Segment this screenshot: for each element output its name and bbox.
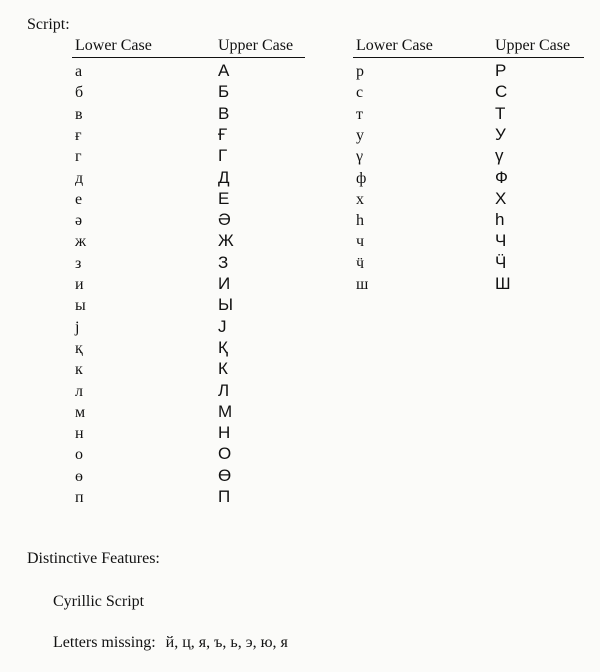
left-upper-letter: Ғ	[218, 124, 228, 144]
left-lower-letter: а	[75, 63, 83, 80]
right-lower-letter: ш	[356, 276, 369, 293]
left-upper-letter: Ж	[218, 231, 234, 251]
left-lower-letter: е	[75, 190, 83, 208]
right-header-upper: Upper Case	[495, 37, 571, 54]
left-lower-letter: ы	[75, 297, 86, 315]
left-lower-letter: д	[75, 169, 84, 187]
left-lower-letter: л	[75, 382, 83, 400]
left-lower-letter: г	[75, 148, 82, 166]
left-lower-letter: j	[75, 318, 80, 336]
left-upper-letter: Н	[218, 423, 231, 443]
right-header-lower: Lower Case	[356, 37, 433, 54]
right-lower-letter: ӵ	[356, 254, 365, 272]
right-upper-letter: h	[495, 210, 505, 230]
left-lower-letter: ө	[75, 467, 83, 485]
left-lower-letter: ғ	[75, 126, 82, 144]
right-upper-letter: Т	[495, 103, 506, 123]
right-lower-letter: ч	[356, 233, 365, 251]
left-upper-letter: П	[218, 487, 231, 506]
left-lower-letter: п	[75, 489, 84, 506]
left-upper-letter: И	[218, 274, 231, 293]
right-lower-letter: у	[356, 126, 364, 144]
left-lower-letter: в	[75, 105, 83, 123]
left-lower-letter: з	[75, 254, 82, 272]
left-lower-letter: қ	[75, 339, 83, 357]
script-label: Script:	[27, 16, 70, 33]
left-upper-letter: Ө	[218, 465, 232, 485]
right-upper-letter: Ф	[495, 167, 508, 187]
left-upper-letter: К	[218, 359, 228, 379]
right-upper-letter: У	[495, 124, 506, 144]
right-lower-letter: р	[356, 63, 364, 80]
right-lower-letter: h	[356, 212, 364, 230]
left-header-lower: Lower Case	[75, 37, 152, 54]
left-lower-letter: ж	[75, 233, 87, 251]
right-upper-letter: Ш	[495, 274, 511, 293]
left-upper-letter: Д	[218, 167, 230, 187]
letters-missing-list: й, ц, я, ъ, ь, э, ю, я	[165, 634, 288, 651]
left-upper-letter: J	[218, 316, 227, 336]
right-upper-letter: Ӵ	[495, 252, 507, 272]
distinctive-features-label: Distinctive Features:	[27, 550, 160, 567]
left-header-rule	[72, 57, 305, 58]
left-upper-letter: О	[218, 444, 232, 464]
left-lower-letter: к	[75, 361, 83, 379]
right-upper-letter: Р	[495, 61, 507, 80]
left-upper-letter: З	[218, 252, 229, 272]
feature-script: Cyrillic Script	[53, 593, 145, 610]
letters-missing-label: Letters missing:	[53, 634, 156, 651]
left-lower-letter: о	[75, 446, 83, 464]
right-lower-letter: ф	[356, 169, 367, 187]
left-upper-letter: Е	[218, 188, 230, 208]
left-lower-letter: н	[75, 425, 84, 443]
left-lower-letter: б	[75, 84, 84, 102]
left-lower-letter: и	[75, 276, 84, 293]
right-upper-letter: Х	[495, 188, 507, 208]
left-upper-letter: В	[218, 103, 230, 123]
right-upper-letter: С	[495, 82, 508, 102]
left-upper-letter: Ы	[218, 295, 234, 315]
right-header-rule	[353, 57, 584, 58]
right-lower-letter: с	[356, 84, 364, 102]
right-upper-letter: γ	[495, 146, 504, 166]
left-upper-letter: А	[218, 61, 230, 80]
right-lower-letter: х	[356, 190, 364, 208]
right-lower-letter: γ	[356, 148, 364, 166]
left-lower-letter: м	[75, 403, 86, 421]
left-upper-letter: Г	[218, 146, 228, 166]
left-upper-letter: Л	[218, 380, 230, 400]
left-upper-letter: Ә	[218, 210, 231, 230]
right-lower-letter: т	[356, 105, 363, 123]
left-upper-letter: Б	[218, 82, 230, 102]
left-header-upper: Upper Case	[218, 37, 294, 54]
letters-missing-line	[53, 634, 288, 652]
left-upper-letter: Қ	[218, 337, 228, 357]
right-upper-letter: Ч	[495, 231, 507, 251]
left-upper-letter: М	[218, 401, 233, 421]
left-lower-letter: ә	[75, 212, 83, 230]
